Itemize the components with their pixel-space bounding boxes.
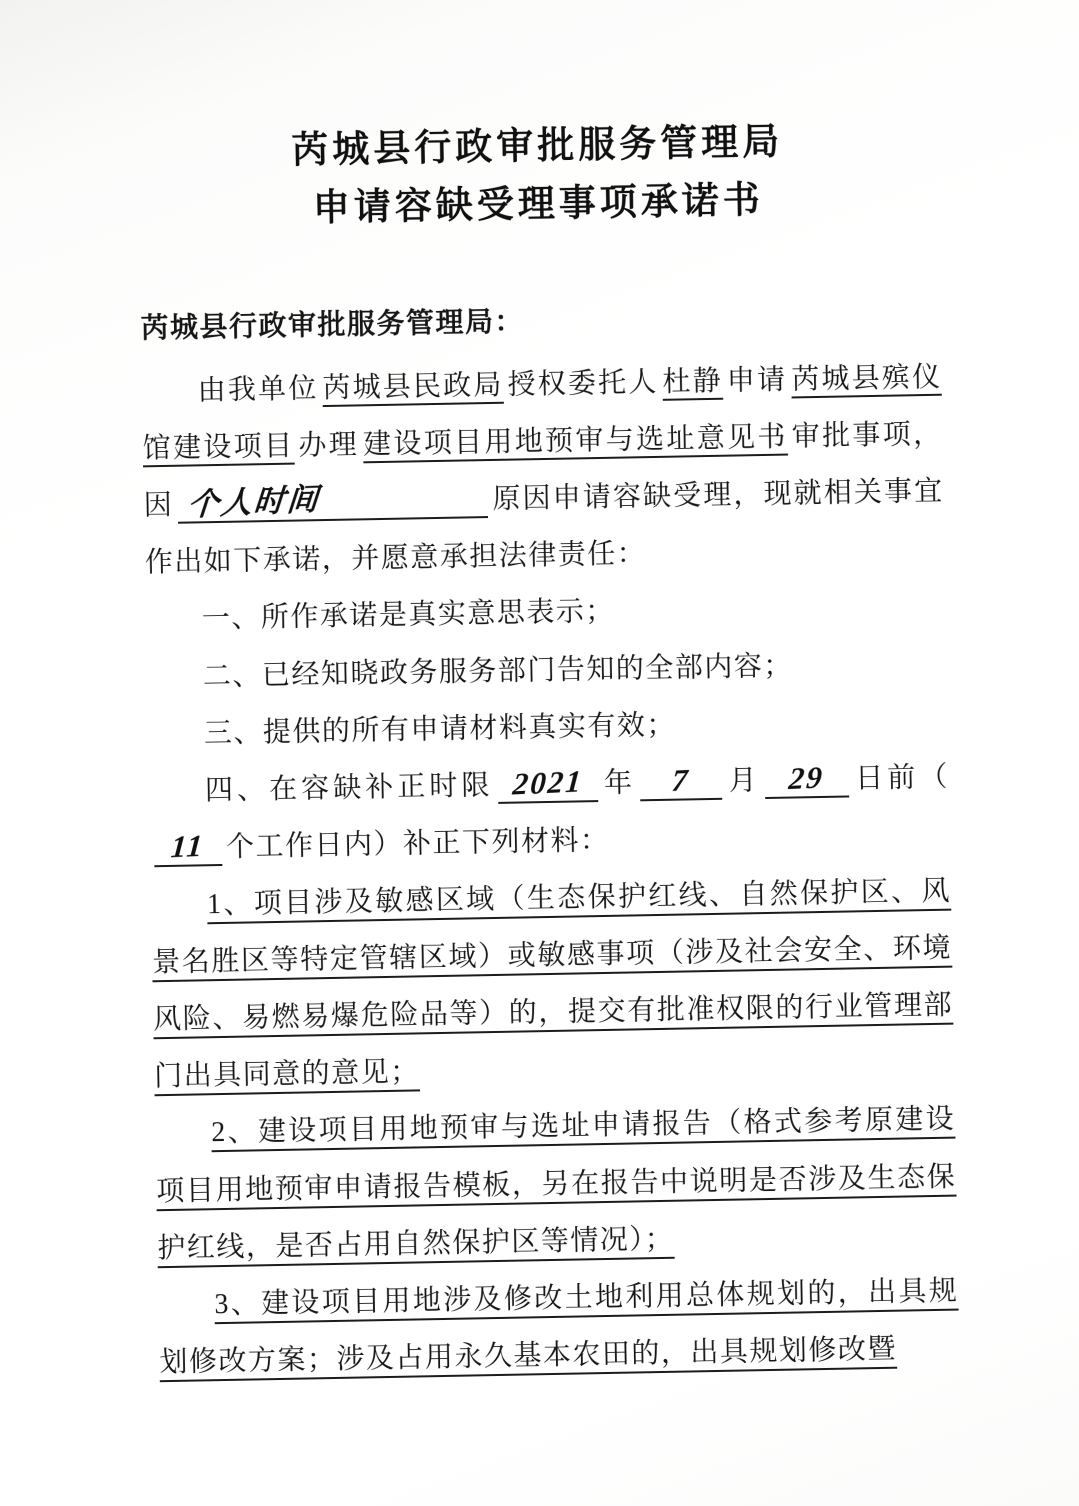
commitment-item-1: 一、所作承诺是真实意思表示； [201,596,616,635]
opening-seg4: 办理 [298,429,360,462]
blank-year [497,764,598,804]
handwritten-year: 2021 [511,763,584,802]
handwritten-month: 7 [670,761,692,798]
deadline-seg3: 月 [725,764,761,797]
deadline-seg5: （ [919,761,950,793]
material-item-2: 2、建设项目用地预审与选址申请报告（格式参考原建设项目用地预审申请报告模板，另在报告中说明是否涉及生态保护红线，是否占用自然保护区等情况）； [156,1104,957,1264]
opening-seg1: 由我单位 [197,373,319,407]
commitment-item-2: 二、已经知晓政务服务部门告知的全部内容； [202,650,794,692]
blank-day [764,759,849,799]
opening-seg5: 审批事项，因 [143,418,943,522]
opening-seg2: 授权委托人 [507,366,659,401]
fill-project-name: 芮城县殡仪馆建设项目 [142,361,942,465]
blank-month [640,762,723,802]
handwritten-day: 29 [787,759,826,796]
commitment-item-3: 三、提供的所有申请材料真实有效； [203,709,677,749]
fill-approval-item: 建设项目用地预审与选址意见书 [362,421,789,461]
materials-list [151,863,960,1392]
opening-paragraph [141,349,945,592]
document-title [137,111,939,243]
title-line-1: 芮城县行政审批服务管理局 [290,121,784,172]
handwritten-workdays: 11 [169,827,207,865]
material-item-3: 3、建设项目用地涉及修改土地利用总体规划的，出具规划修改方案；涉及占用永久基本农田的，出具规划修改暨 [159,1275,959,1379]
salutation: 芮城县行政审批服务管理局： [140,306,525,345]
deadline-seg6: 个工作日内）补正下列材料： [225,824,610,863]
deadline-seg4: 日前 [852,761,920,795]
opening-seg3: 申请 [726,364,788,397]
fill-authorized-agent: 杜静 [662,365,724,398]
deadline-seg1: 四、在容缺补正时限 [204,769,494,807]
opening-seg6: 原因申请容缺受理，现就相关事宜作出如下承诺，并愿意承担法律责任： [144,475,944,579]
deadline-paragraph [148,748,950,877]
blank-workdays [154,828,223,867]
title-line-2: 申请容缺受理事项承诺书 [312,180,765,230]
material-item-1: 1、项目涉及敏感区域（生态保护红线、自然保护区、风景名胜区等特定管辖区域）或敏感事项（涉及社会安全、环境风险、易燃易爆危险品等）的，提交有批准权限的行业管理部门出具同意的意见； [151,875,954,1093]
deadline-seg2: 年 [601,767,637,799]
fill-applicant-unit: 芮城县民政局 [322,369,504,405]
document-body [140,286,960,1392]
document-page [137,111,960,1391]
blank-reason [178,480,489,524]
handwritten-reason: 个人时间 [186,481,322,523]
